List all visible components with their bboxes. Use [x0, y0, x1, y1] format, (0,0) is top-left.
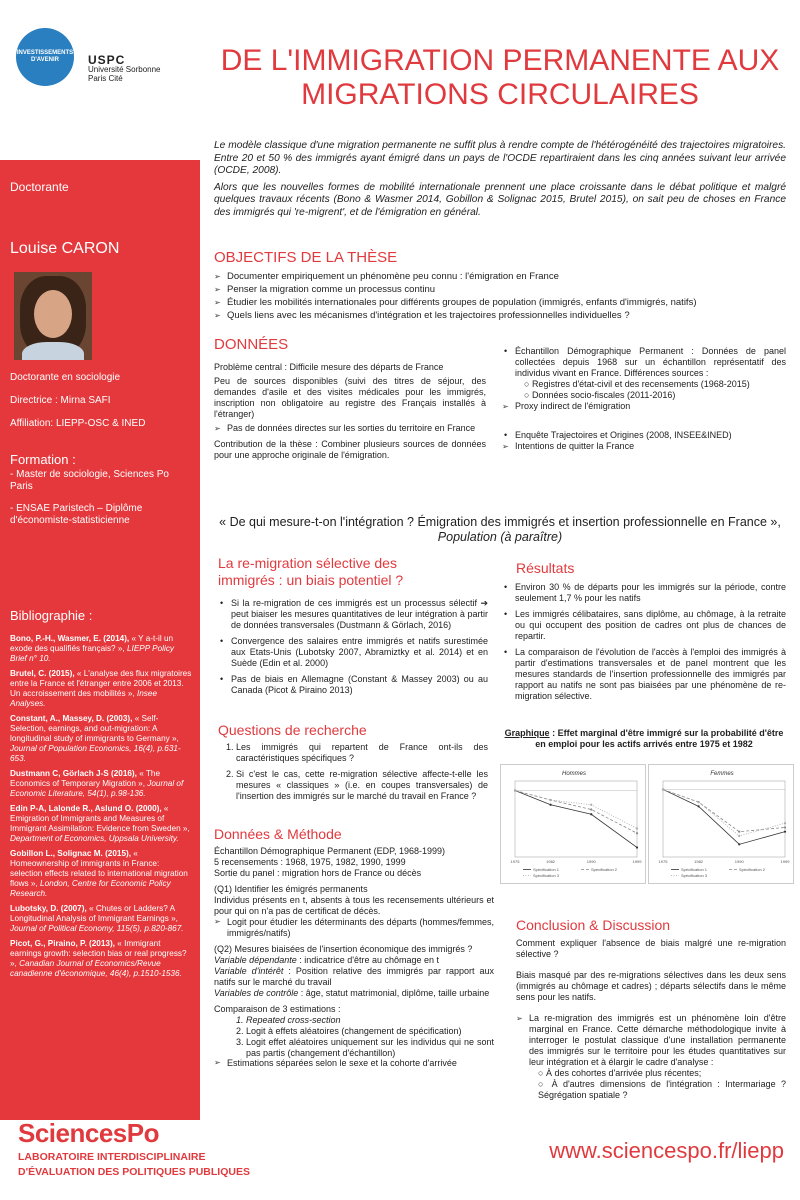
bibliography-item: Picot, G., Piraino, P. (2013), « Immigrant earnings growth: selection bias or real progress? », Canadian Journal of Economics/Revue canadienne d'économique, 46(4), p.1510-1536.	[10, 939, 187, 978]
methode-title: Données & Méthode	[214, 826, 342, 842]
q1-arrow: ➢ Logit pour étudier les déterminants des départs (hommes/femmes, immigrés/natifs)	[214, 917, 494, 939]
lab-line-1: LABORATOIRE INTERDISCIPLINAIRE	[18, 1151, 206, 1163]
estimations-list	[214, 1015, 494, 1058]
bibliography-list	[10, 634, 192, 984]
donnees-contribution: Contribution de la thèse : Combiner plusieurs sources de données pour une approche originale de l'émigration.	[214, 439, 486, 460]
conclusion-question: Comment expliquer l'absence de biais malgré une re-migration sélective ?	[516, 938, 786, 959]
chart-title: Femmes	[710, 771, 734, 777]
chart-hommes	[500, 764, 646, 884]
questions-title: Questions de recherche	[218, 722, 367, 738]
data-point	[514, 789, 516, 791]
chart-hommes-svg	[501, 765, 647, 885]
conclusion-body	[516, 938, 786, 1101]
formation-title: Formation :	[10, 452, 76, 467]
data-point	[784, 831, 786, 833]
data-point	[549, 799, 551, 801]
data-point	[636, 832, 638, 834]
legend-label: Spécification 1	[681, 867, 708, 872]
legend-label: Spécification 2	[591, 867, 618, 872]
donnees-right	[502, 346, 786, 452]
series-line	[515, 791, 637, 848]
objectif-item: ➢ Documenter empiriquement un phénomène peu connu : l'émigration en France	[214, 270, 786, 283]
objectif-item: ➢ Penser la migration comme un processus continu	[214, 283, 786, 296]
quote-text: « De qui mesure-t-on l'intégration ? Émigration des immigrés et insertion professionnelle en France »,	[219, 515, 781, 529]
resultat-item: • Les immigrés célibataires, sans diplôme, au chômage, à la retraite ou qui occupent des position de cadres ont plus de chances de repartir.	[502, 609, 786, 642]
bibliography-item: Edin P-A, Lalonde R., Aslund O. (2000), « Emigration of Immigrants and Measures of Immigrant Assimilation: Evidence from Sweden », Department of Economics, Uppsala University.	[10, 804, 190, 843]
series-line	[515, 791, 637, 834]
intro-paragraph-1: Le modèle classique d'une migration permanente ne suffit plus à rendre compte de l'hétérogénéité des trajectoires migratoires. Entre 20 et 50 % des immigrés ayant émigré dans un pays de l'OCDE repartiraient dans les cinq années suivant leur arrivée (OCDE, 2008).	[214, 140, 786, 176]
donnees-problem: Problème central : Difficile mesure des départs de France	[214, 362, 444, 372]
poster-title	[210, 44, 790, 112]
data-point	[549, 804, 551, 806]
x-tick-label: 1990	[734, 859, 744, 864]
data-point	[590, 808, 592, 810]
data-point	[784, 822, 786, 824]
graph-title: : Effet marginal d'être immigré sur la probabilité d'être en emploi pour les actifs arrivés entre 1975 et 1982	[535, 728, 784, 749]
author-name: Louise CARON	[10, 240, 120, 257]
seal-text: INVESTISSEMENTS D'AVENIR	[16, 50, 74, 63]
data-point	[590, 804, 592, 806]
legend-label: Spécification 3	[681, 873, 708, 878]
resultat-item: • Environ 30 % de départs pour les immigrés sur la période, contre seulement 1,7 % pour les natifs	[502, 582, 786, 604]
sidebar	[0, 160, 200, 1120]
position: Doctorante en sociologie	[10, 372, 121, 383]
data-point	[697, 805, 699, 807]
q1-text: Individus présents en t, absents à tous les recensements ultérieurs et pour qui on n'a pas de certificat de décès.	[214, 895, 494, 916]
chart-title: Hommes	[561, 771, 587, 777]
graph-label: Graphique	[504, 728, 550, 738]
lab-line-2: D'ÉVALUATION DES POLITIQUES PUBLIQUES	[18, 1166, 250, 1178]
affiliation: Affiliation: LIEPP-OSC & INED	[10, 418, 146, 429]
x-tick-label: 1975	[658, 859, 668, 864]
uspc-name: Université Sorbonne	[88, 65, 161, 74]
plot-area	[663, 781, 785, 857]
title-line-2: MIGRATIONS CIRCULAIRES	[301, 78, 699, 111]
conclusion-sub-1: ○ À des cohortes d'arrivée plus récentes;	[538, 1068, 702, 1078]
formation-item-2: - ENSAE Paristech – Diplôme d'économiste-statisticienne	[10, 503, 143, 526]
methode-edp: Échantillon Démographique Permanent (EDP, 1968-1999)	[214, 846, 445, 856]
edp-bullet: • Échantillon Démographique Permanent : Données de panel collectées depuis 1968 sur un échantillon représentatif des individus vivant en France. Différences sources :	[502, 346, 786, 379]
intro	[214, 140, 786, 223]
liepp-url-link[interactable]: www.sciencespo.fr/liepp	[549, 1138, 784, 1163]
bibliography-item: Gobillon L., Solignac M. (2015), « Homeownership of immigrants in France: selection effects related to international migration flows », London, Centre for Economic Policy Research.	[10, 849, 188, 898]
q1-title: (Q1) Identifier les émigrés permanents	[214, 884, 368, 895]
series-line	[663, 789, 785, 844]
question-item: 2. Si c'est le cas, cette re-migration sélective affecte-t-elle les mesures « classiques » (i.e. en coupes transversales) de l'insertion des immigrés sur le marché du travail en France ?	[236, 769, 488, 802]
proxy-arrow: ➢ Proxy indirect de l'émigration	[502, 401, 786, 412]
data-point	[662, 788, 664, 790]
formation-item-1: - Master de sociologie, Sciences Po Paris	[10, 469, 169, 492]
vc-text: : âge, statut matrimonial, diplôme, taille urbaine	[298, 987, 490, 998]
objectifs-title: OBJECTIFS DE LA THÈSE	[214, 249, 398, 266]
donnees-left	[214, 362, 486, 464]
questions-list	[232, 742, 488, 802]
donnees-title: DONNÉES	[214, 336, 289, 353]
x-tick-label: 1982	[546, 859, 556, 864]
objectif-item: ➢ Quels liens avec les mécanismes d'intégration et les trajectoires professionnelles individuelles ?	[214, 309, 786, 322]
remigration-item: • Convergence des salaires entre immigrés et natifs surestimée aux Etats-Unis (Lubotsky 2007, Abramiztky et al. 2014) et en Suède (Edin et al. 2000)	[218, 636, 488, 669]
x-tick-label: 1999	[780, 859, 790, 864]
uspc-city: Paris Cité	[88, 74, 123, 83]
edp-sub-2: ○ Données socio-fiscales (2011-2016)	[524, 390, 676, 400]
x-tick-label: 1990	[586, 859, 596, 864]
director: Directrice : Mirna SAFI	[10, 395, 111, 406]
legend-label: Spécification 2	[739, 867, 766, 872]
remigration-item: • Si la re-migration de ces immigrés est un processus sélectif ➔ peut biaiser les mesures quantitatives de leur intégration à partir de données transversales (Dustmann & Görlach, 2016)	[218, 598, 488, 631]
sciencespo-logo	[18, 1118, 250, 1179]
remigration-title-1: La re-migration sélective des	[218, 555, 397, 571]
conclusion-title: Conclusion & Discussion	[516, 917, 671, 933]
author-photo	[14, 272, 92, 360]
bibliography-title: Bibliographie :	[10, 608, 93, 623]
legend-label: Spécification 3	[533, 873, 560, 878]
objectif-item: ➢ Étudier les mobilités internationales pour différents groupes de population (immigrés, enfants d'immigrés, natifs)	[214, 296, 786, 309]
role: Doctorante	[10, 180, 69, 194]
conclusion-arrow: ➢ La re-migration des immigrés est un phénomène loin d'être marginal en France. Cette démarche méthodologique invite à interroger le postulat classique d'une installation permanente des immigrés sur le territoire pour les études quantitatives sur leur intégration et à élargir le cadre d'analyse :	[516, 1013, 786, 1068]
resultat-item: • La comparaison de l'évolution de l'accès à l'emploi des immigrés à partir d'estimations transversales et de panel montrent que les mesures standards de l'insertion professionnelle des immigrés par rapport au natifs ne sont pas biaisées par une phénomène de re-migration sélective.	[502, 647, 786, 702]
series-line	[515, 791, 637, 829]
donnees-sources: Peu de sources disponibles (suivi des titres de séjour, des demandes d'asile et des visites médicales pour les immigrés, inscription non obligatoire au registre des Français installés à l'étranger)	[214, 376, 486, 419]
resultats-list	[502, 582, 786, 702]
vi-label: Variable d'intérêt	[214, 965, 284, 976]
data-point	[636, 846, 638, 848]
question-item: 1. Les immigrés qui repartent de France ont-ils des caractéristiques spécifiques ?	[236, 742, 488, 764]
quote-source: Population (à paraître)	[437, 530, 563, 544]
intentions-arrow: ➢ Intentions de quitter la France	[502, 441, 786, 452]
remigration-list	[218, 598, 488, 696]
x-tick-label: 1975	[510, 859, 520, 864]
data-point	[738, 843, 740, 845]
final-arrow: ➢ Estimations séparées selon le sexe et la cohorte d'arrivée	[214, 1058, 494, 1069]
methode-body	[214, 846, 494, 1069]
uspc-logo	[88, 53, 161, 83]
uspc-abbr: USPC	[88, 53, 126, 67]
remigration-title-2: immigrés : un biais potentiel ?	[218, 572, 404, 588]
logos	[16, 28, 206, 108]
methode-sortie: Sortie du panel : migration hors de France ou décès	[214, 867, 422, 878]
data-point	[784, 826, 786, 828]
data-point	[738, 831, 740, 833]
vd-label: Variable dépendante	[214, 955, 297, 966]
series-line	[663, 789, 785, 831]
estimation-item: 2. Logit à effets aléatoires (changement de spécification)	[246, 1026, 494, 1037]
data-point	[636, 827, 638, 829]
graph-caption	[502, 728, 786, 750]
x-tick-label: 1999	[632, 859, 642, 864]
bibliography-item: Dustmann C, Görlach J-S (2016), « The Economics of Temporary Migration », Journal of Economic Literature, 54(1), p.98-136.	[10, 769, 184, 798]
title-line-1: DE L'IMMIGRATION PERMANENTE AUX	[220, 44, 780, 77]
bibliography-item: Lubotsky, D. (2007), « Chutes or Ladders? A Longitudinal Analysis of Immigrant Earnings », Journal of Political Economy, 115(5), p.820-867.	[10, 904, 184, 933]
vi-text: : Position relative des immigrés par rapport aux natifs sur le marché du travail	[214, 965, 494, 987]
plot-area	[515, 781, 637, 857]
vc-label: Variables de contrôle	[214, 987, 299, 998]
estimation-item: 1. Repeated cross-section	[246, 1015, 494, 1026]
objectifs-list	[214, 270, 786, 322]
brand-name: SciencesPo	[18, 1118, 159, 1148]
methode-recensements: 5 recensements : 1968, 1975, 1982, 1990, 1999	[214, 856, 406, 867]
estimation-item: 3. Logit effet aléatoires uniquement sur les individus qui ne sont pas partis (changement d'échantillon)	[246, 1037, 494, 1059]
investissements-avenir-logo	[16, 28, 74, 86]
donnees-arrow: ➢ Pas de données directes sur les sorties du territoire en France	[214, 423, 486, 434]
edp-sub-1: ○ Registres d'état-civil et des recensements (1968-2015)	[524, 379, 750, 389]
resultats-title: Résultats	[516, 560, 575, 576]
chart-femmes-svg	[649, 765, 795, 885]
comparison-title: Comparaison de 3 estimations :	[214, 1004, 341, 1015]
vd-text: : indicatrice d'être au chômage en t	[296, 955, 440, 966]
remigration-title	[218, 555, 403, 589]
data-point	[697, 801, 699, 803]
data-point	[738, 835, 740, 837]
conclusion-explanation: Biais masqué par des re-migrations sélectives dans les deux sens (immigrés au chômage et cadres) ; départs sélectifs dans le même sens pour les natifs.	[516, 970, 786, 1002]
x-tick-label: 1982	[694, 859, 704, 864]
intro-paragraph-2: Alors que les nouvelles formes de mobilité internationale prennent une place croissante dans le débat politique et malgré quelques travaux récents (Bono & Wasmer 2014, Gobillon & Solignac 2015, Brutel 2015), on sait peu de choses en France des immigrés qui 're-migrent', et de l'émigration en général.	[214, 181, 786, 218]
teo-bullet: • Enquête Trajectoires et Origines (2008, INSEE&INED)	[502, 430, 786, 441]
legend-label: Spécification 1	[533, 867, 560, 872]
bibliography-item: Bono, P.-H., Wasmer, E. (2014), « Y a-t-il un exode des qualifiés français? », LIEPP Policy Brief n° 10.	[10, 634, 175, 663]
publication-quote	[214, 515, 786, 545]
remigration-item: • Pas de biais en Allemagne (Constant & Massey 2003) ou au Canada (Picot & Piraino 2013)	[218, 674, 488, 696]
chart-femmes	[648, 764, 794, 884]
bibliography-item: Brutel, C. (2015), « L'analyse des flux migratoires entre la France et l'étranger entre 2006 et 2013. Un accroissement des mobilités », Insee Analyses.	[10, 669, 192, 708]
data-point	[590, 813, 592, 815]
q2-title: (Q2) Mesures biaisées de l'insertion économique des immigrés ?	[214, 944, 473, 955]
bibliography-item: Constant, A., Massey, D. (2003), « Self-Selection, earnings, and out-migration: A longitudinal study of immigrants to Germany », Journal of Population Economics, 16(4), p.631-653.	[10, 714, 181, 763]
conclusion-sub-2: ○ À d'autres dimensions de l'intégration : Intermariage ? Ségrégation spatiale ?	[538, 1079, 786, 1100]
